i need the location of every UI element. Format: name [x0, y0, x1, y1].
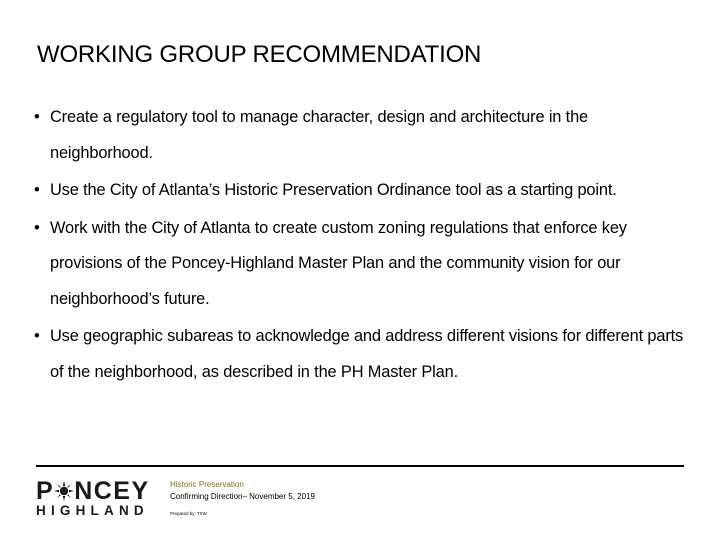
- bullet-item: [34, 319, 694, 390]
- slide-title: WORKING GROUP RECOMMENDATION: [37, 41, 482, 68]
- footer-section-label: Historic Preservation: [170, 480, 244, 489]
- logo-wordmark-top: [36, 478, 160, 504]
- footer-meeting-date: Confirming Direction– November 5, 2019: [170, 492, 315, 501]
- logo-top-left: P: [36, 477, 55, 505]
- bullet-text: Use geographic subareas to acknowledge and address different visions for different parts of the neighborhood, as described in the PH Master Plan.: [50, 327, 684, 381]
- bullet-item: [34, 173, 694, 209]
- bullet-marker: •: [34, 218, 40, 237]
- bullet-item: [34, 100, 694, 171]
- bullet-marker: •: [34, 181, 40, 199]
- footer-info: [170, 479, 315, 516]
- footer-divider: [36, 465, 684, 467]
- logo-top-right: NCEY: [74, 477, 150, 505]
- bullet-marker: •: [34, 108, 40, 126]
- bullet-text: Create a regulatory tool to manage character, design and architecture in the neighborhood.: [50, 108, 589, 162]
- bullet-item: [34, 211, 694, 318]
- sun-star-icon: [54, 481, 74, 501]
- bullet-text: Work with the City of Atlanta to create custom zoning regulations that enforce key provisions of the Poncey-Highland Master Plan and the community vision for our neighborhood’s future.: [50, 218, 627, 308]
- bullet-marker: •: [34, 327, 40, 345]
- poncey-highland-logo: [36, 478, 160, 518]
- bullet-list: [34, 100, 694, 392]
- logo-wordmark-bottom: HIGHLAND: [36, 503, 149, 518]
- bullet-text: Use the City of Atlanta’s Historic Preservation Ordinance tool as a starting point.: [50, 181, 617, 199]
- footer-prepared-by: Prepared by: TSW: [170, 511, 207, 516]
